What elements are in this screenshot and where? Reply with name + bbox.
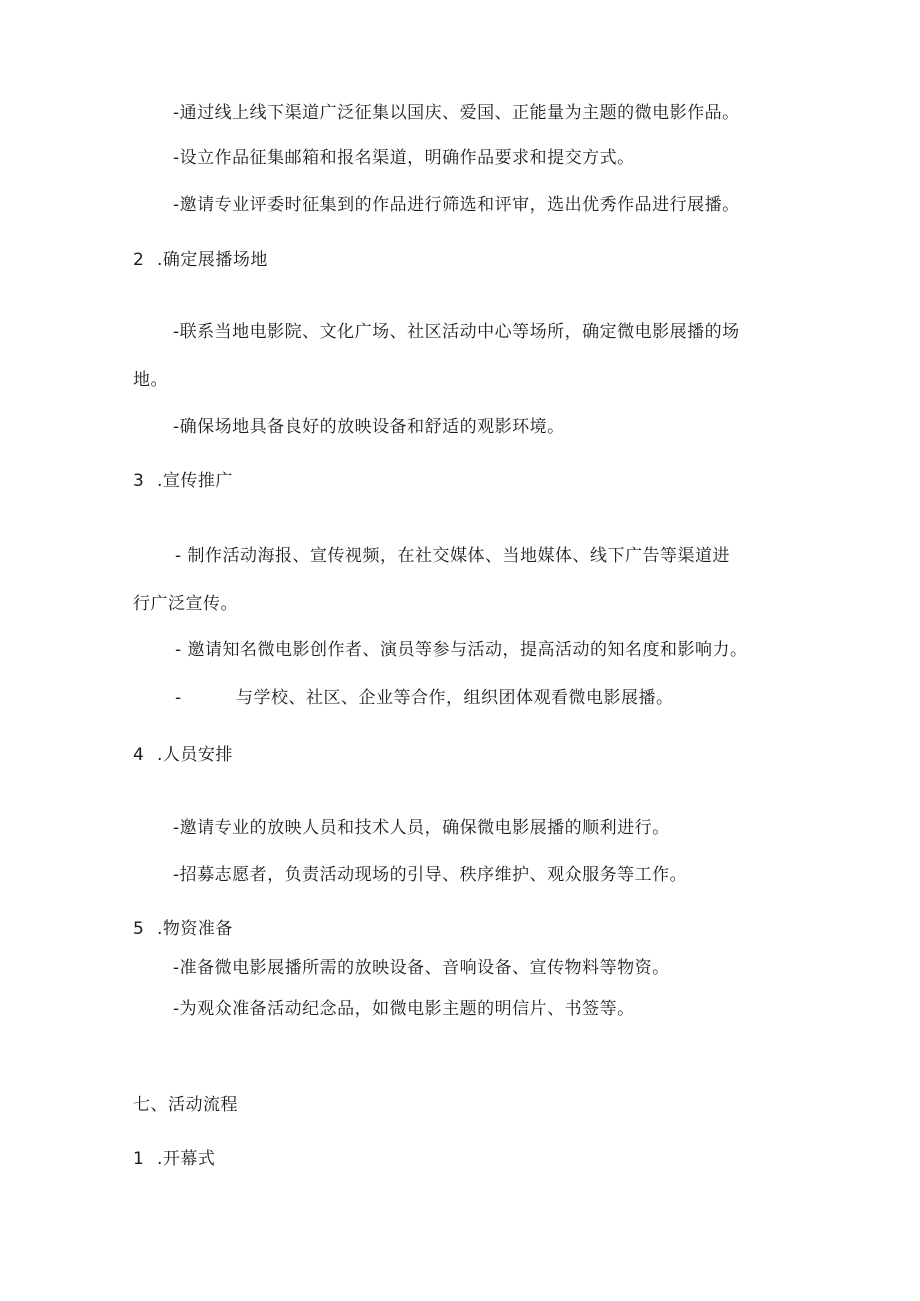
bullet-souvenirs: -为观众准备活动纪念品，如微电影主题的明信片、书签等。 [173, 999, 635, 1019]
bullet-cooperation: 与学校、社区、企业等合作，组织团体观看微电影展播。 [236, 688, 674, 708]
heading-venue [133, 248, 268, 272]
heading-text: .宣传推广 [157, 471, 233, 491]
heading-number: 5 [133, 919, 145, 939]
heading-number: 2 [133, 250, 145, 270]
heading-promotion [133, 469, 233, 493]
heading-number: 4 [133, 745, 145, 765]
bullet-contact-venues-cont: 地。 [133, 370, 168, 390]
bullet-submission-channel: -设立作品征集邮箱和报名渠道，明确作品要求和提交方式。 [173, 148, 635, 168]
heading-text: .人员安排 [157, 745, 233, 765]
bullet-dash: - [175, 688, 182, 708]
bullet-contact-venues: -联系当地电影院、文化广场、社区活动中心等场所，确定微电影展播的场 [173, 322, 740, 342]
bullet-prepare-equipment: -准备微电影展播所需的放映设备、音响设备、宣传物料等物资。 [173, 958, 670, 978]
bullet-equipment: -确保场地具备良好的放映设备和舒适的观影环境。 [173, 417, 565, 437]
heading-number: 3 [133, 471, 145, 491]
heading-staffing [133, 743, 233, 767]
heading-opening [133, 1147, 215, 1171]
section-title-process: 七、活动流程 [133, 1095, 238, 1115]
bullet-projection-staff: -邀请专业的放映人员和技术人员，确保微电影展播的顺利进行。 [173, 818, 670, 838]
bullet-collect-works: -通过线上线下渠道广泛征集以国庆、爱国、正能量为主题的微电影作品。 [173, 103, 740, 123]
bullet-judging: -邀请专业评委时征集到的作品进行筛选和评审，选出优秀作品进行展播。 [173, 195, 740, 215]
bullet-volunteers: -招募志愿者，负责活动现场的引导、秩序维护、观众服务等工作。 [173, 865, 688, 885]
bullet-invite-creators: - 邀请知名微电影创作者、演员等参与活动，提高活动的知名度和影响力。 [175, 640, 748, 660]
bullet-posters: - 制作活动海报、宣传视频，在社交媒体、当地媒体、线下广告等渠道进 [175, 546, 731, 566]
heading-materials [133, 917, 233, 941]
heading-text: .确定展播场地 [157, 250, 268, 270]
heading-text: .开幕式 [157, 1149, 216, 1169]
bullet-posters-cont: 行广泛宣传。 [133, 594, 238, 614]
heading-number: 1 [133, 1149, 145, 1169]
heading-text: .物资准备 [157, 919, 233, 939]
